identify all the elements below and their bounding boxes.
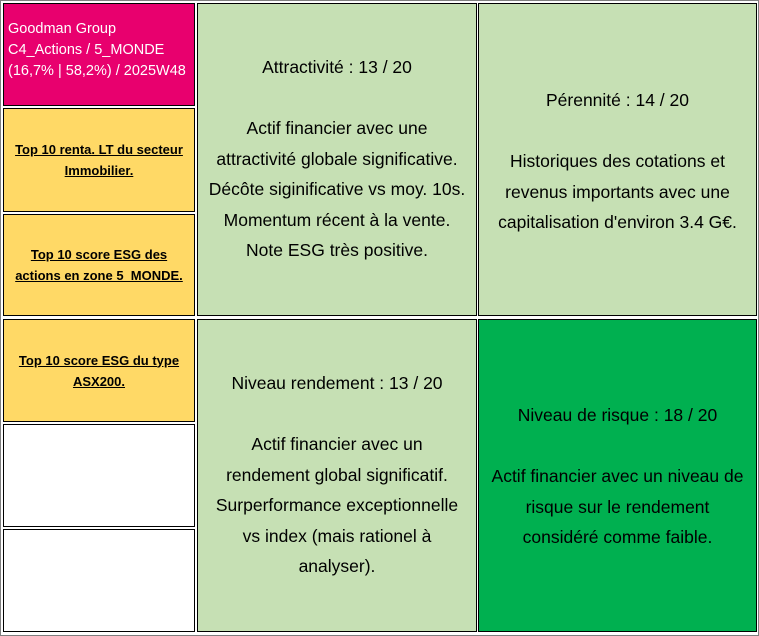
description-line: considéré comme faible. [522, 527, 713, 547]
asset-stats: (16,7% | 58,2%) / 2025W48 [8, 63, 186, 79]
description-line: Actif financier avec une [246, 118, 428, 138]
empty-tag-cell [3, 529, 195, 632]
perennite-cell [478, 3, 757, 316]
ranking-tag-line: Top 10 renta. LT du secteur [15, 142, 183, 157]
description-line: Décôte siginificative vs moy. 10s. [208, 179, 466, 199]
perennite-title: Pérennité : 14 / 20 [545, 90, 690, 110]
description-line: capitalisation d'environ 3.4 G€. [498, 212, 737, 232]
description-line: Historiques des cotations et [510, 151, 725, 171]
description-line: Actif financier avec un [251, 434, 423, 454]
description-line: risque sur le rendement [525, 496, 710, 517]
risque-cell [478, 319, 757, 632]
risque-title: Niveau de risque : 18 / 20 [517, 405, 718, 425]
attractivite-cell [197, 3, 477, 316]
ranking-tag[interactable] [3, 108, 195, 212]
attractivite-description [198, 113, 476, 266]
description-line: revenus importants avec une [505, 181, 730, 202]
asset-category: C4_Actions / 5_MONDE [8, 42, 165, 58]
ranking-tag[interactable] [3, 319, 195, 422]
ranking-tag-line: Top 10 score ESG du type [18, 352, 180, 368]
description-line: rendement global significatif. [226, 464, 448, 485]
ranking-tag-line: Immobilier. [64, 163, 134, 178]
perennite-description [479, 146, 756, 238]
description-line: attractivité globale significative. [216, 148, 458, 169]
description-line: analyser). [298, 556, 376, 576]
empty-tag-cell [3, 424, 195, 527]
description-line: vs index (mais rationel à [242, 525, 432, 546]
ranking-tag-line: actions en zone 5_MONDE. [15, 268, 183, 283]
description-line: Momentum récent à la vente. [223, 209, 451, 230]
description-line: Note ESG très positive. [246, 240, 428, 260]
rendement-title: Niveau rendement : 13 / 20 [231, 373, 443, 393]
risque-description [479, 461, 756, 553]
rendement-cell [197, 319, 477, 632]
ranking-tag-line: ASX200. [72, 373, 126, 389]
ranking-tag-line: Top 10 score ESG des [30, 247, 168, 262]
rendement-description [198, 429, 476, 582]
attractivite-title: Attractivité : 13 / 20 [262, 57, 412, 77]
asset-header [3, 3, 195, 106]
description-line: Actif financier avec un niveau de [491, 466, 744, 486]
asset-name: Goodman Group [8, 21, 117, 37]
ranking-tag[interactable] [3, 214, 195, 316]
description-line: Surperformance exceptionnelle [215, 495, 459, 515]
